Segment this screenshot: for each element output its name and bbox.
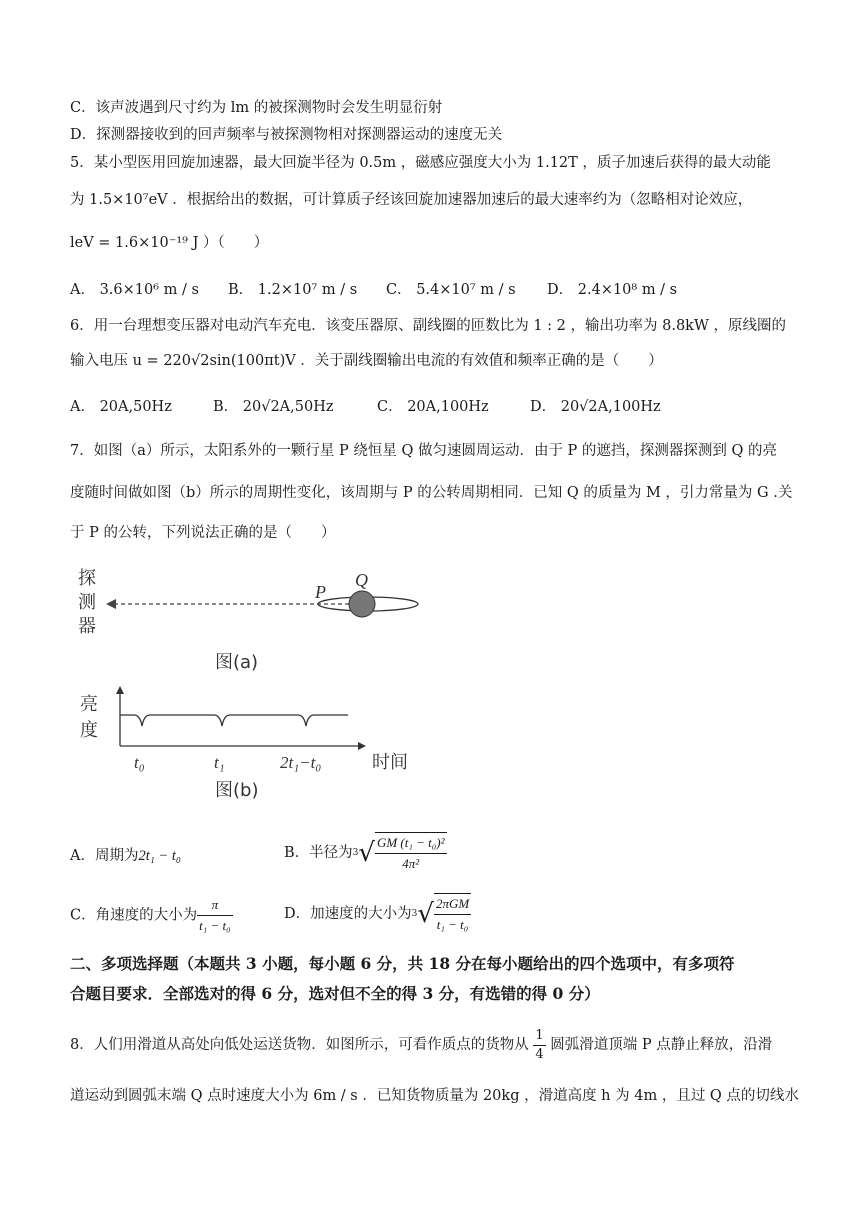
q7-option-a bbox=[70, 846, 181, 866]
q7-option-b-label: B．半径为 bbox=[284, 845, 353, 861]
figure-a bbox=[70, 562, 430, 677]
q6-option-b: B． 20√2A,50Hz bbox=[213, 399, 334, 415]
figure-a-star bbox=[349, 591, 375, 617]
q8-stem-prefix: 8．人们用滑道从高处向低处运送货物．如图所示，可看作质点的货物从 bbox=[70, 1037, 529, 1053]
q8-fraction-numerator: 1 bbox=[533, 1027, 545, 1046]
section-2-heading-line1: 二、多项选择题（本题共 3 小题，每小题 6 分，共 18 分在每小题给出的四个选项中，有多项符 bbox=[70, 954, 735, 973]
q8-stem-line1 bbox=[70, 1025, 772, 1065]
q6-stem-line2: 输入电压 u = 220√2sin(100πt)V ．关于副线圈输出电流的有效值和频率正确的是（ ） bbox=[70, 353, 663, 369]
q7-option-b-numerator: GM (t₁ − t₀)² bbox=[375, 833, 447, 854]
q5-stem-line3: leV = 1.6×10⁻¹⁹ J ）（ ） bbox=[70, 235, 269, 251]
q7-option-b-root-index: 3 bbox=[352, 848, 359, 858]
figure-a-detector-char-1: 探 bbox=[78, 568, 96, 589]
q6-option-c: C． 20A,100Hz bbox=[377, 399, 489, 415]
q5-option-a: A． 3.6×10⁶ m / s bbox=[70, 282, 199, 298]
q6-option-d: D． 20√2A,100Hz bbox=[530, 399, 661, 415]
q7-option-d-root-index: 3 bbox=[411, 909, 418, 919]
q7-option-b-denominator: 4π² bbox=[402, 856, 420, 871]
section-2-heading-line2: 合题目要求．全部选对的得 6 分，选对但不全的得 3 分，有选错的得 0 分） bbox=[70, 984, 600, 1003]
q8-quarter-fraction bbox=[533, 1027, 545, 1064]
q7-option-d-label: D．加速度的大小为 bbox=[284, 906, 412, 922]
q7-option-b bbox=[284, 832, 447, 874]
q4-option-d: D．探测器接收到的回声频率与被探测物相对探测器运动的速度无关 bbox=[70, 127, 503, 143]
q5-option-d: D． 2.4×10⁸ m / s bbox=[547, 282, 678, 298]
figure-a-star-label: Q bbox=[355, 570, 368, 590]
q7-option-d-denominator: t₁ − t₀ bbox=[436, 917, 469, 932]
q7-option-c bbox=[70, 895, 233, 936]
q5-stem-line1: 5．某小型医用回旋加速器，最大回旋半径为 0.5m ，磁感应强度大小为 1.12T ，质子加速后获得的最大动能 bbox=[70, 155, 771, 171]
q7-option-a-expr: 2t₁ − t₀ bbox=[138, 848, 181, 864]
q7-option-b-radical: √ bbox=[358, 838, 375, 868]
q7-option-d-fraction bbox=[434, 893, 471, 935]
q8-stem-line2: 道运动到圆弧末端 Q 点时速度大小为 6m / s ．已知货物质量为 20kg ，滑道高度 h 为 4m ，且过 Q 点的切线水 bbox=[70, 1088, 799, 1104]
q7-option-c-label: C．角速度的大小为 bbox=[70, 907, 198, 924]
figure-a-planet-label: P bbox=[315, 582, 326, 602]
figure-b-brightness-curve bbox=[120, 715, 348, 726]
q7-option-d bbox=[284, 893, 471, 935]
figure-b-tick-2t1-t0: 2t₁−t₀ bbox=[280, 753, 322, 772]
figure-a-caption: 图(a) bbox=[215, 652, 259, 673]
q7-option-d-numerator: 2πGM bbox=[434, 894, 471, 915]
q7-stem-line1: 7．如图（a）所示，太阳系外的一颗行星 P 绕恒星 Q 做匀速圆周运动．由于 P 的遮挡，探测器探测到 Q 的亮 bbox=[70, 443, 778, 459]
q7-stem-line2: 度随时间做如图（b）所示的周期性变化，该周期与 P 的公转周期相同．已知 Q 的质量为 M ，引力常量为 G .关 bbox=[70, 485, 793, 501]
figure-b-y-char-1: 亮 bbox=[80, 694, 98, 715]
figure-a-arrowhead bbox=[106, 599, 116, 609]
q6-option-a: A． 20A,50Hz bbox=[70, 399, 172, 415]
figure-b-y-char-2: 度 bbox=[80, 720, 98, 741]
figure-a-detector-char-3: 器 bbox=[78, 616, 96, 637]
q4-option-c: C．该声波遇到尺寸约为 lm 的被探测物时会发生明显衍射 bbox=[70, 100, 443, 116]
q7-stem-line3: 于 P 的公转，下列说法正确的是（ ） bbox=[70, 525, 336, 541]
figure-b bbox=[70, 684, 430, 804]
q7-option-c-denominator: t₁ − t₀ bbox=[199, 918, 231, 933]
figure-b-x-label: 时间 bbox=[372, 752, 408, 773]
q8-fraction-denominator: 4 bbox=[535, 1046, 544, 1062]
q7-option-c-fraction bbox=[197, 895, 233, 936]
q6-stem-line1: 6．用一台理想变压器对电动汽车充电．该变压器原、副线圈的匝数比为 1 : 2 ，输出功率为 8.8kW ，原线圈的 bbox=[70, 318, 786, 334]
figure-a-detector-char-2: 测 bbox=[78, 592, 96, 613]
q8-stem-suffix: 圆弧滑道顶端 P 点静止释放，沿滑 bbox=[550, 1037, 773, 1053]
figure-b-tick-t1: t₁ bbox=[214, 753, 225, 772]
q5-stem-line2: 为 1.5×10⁷eV ．根据给出的数据，可计算质子经该回旋加速器加速后的最大速率约为（忽略相对论效应， bbox=[70, 192, 753, 208]
q5-option-c: C． 5.4×10⁷ m / s bbox=[386, 282, 516, 298]
q5-option-b: B． 1.2×10⁷ m / s bbox=[228, 282, 358, 298]
figure-b-y-arrowhead bbox=[116, 686, 124, 694]
q7-option-b-fraction bbox=[375, 832, 447, 874]
q7-option-d-radical: √ bbox=[417, 899, 434, 929]
figure-b-tick-t0: t₀ bbox=[134, 753, 145, 772]
q7-option-c-numerator: π bbox=[197, 895, 233, 916]
figure-b-caption: 图(b) bbox=[215, 780, 259, 801]
q7-option-a-label: A．周期为 bbox=[70, 848, 139, 864]
figure-b-x-arrowhead bbox=[358, 742, 366, 750]
